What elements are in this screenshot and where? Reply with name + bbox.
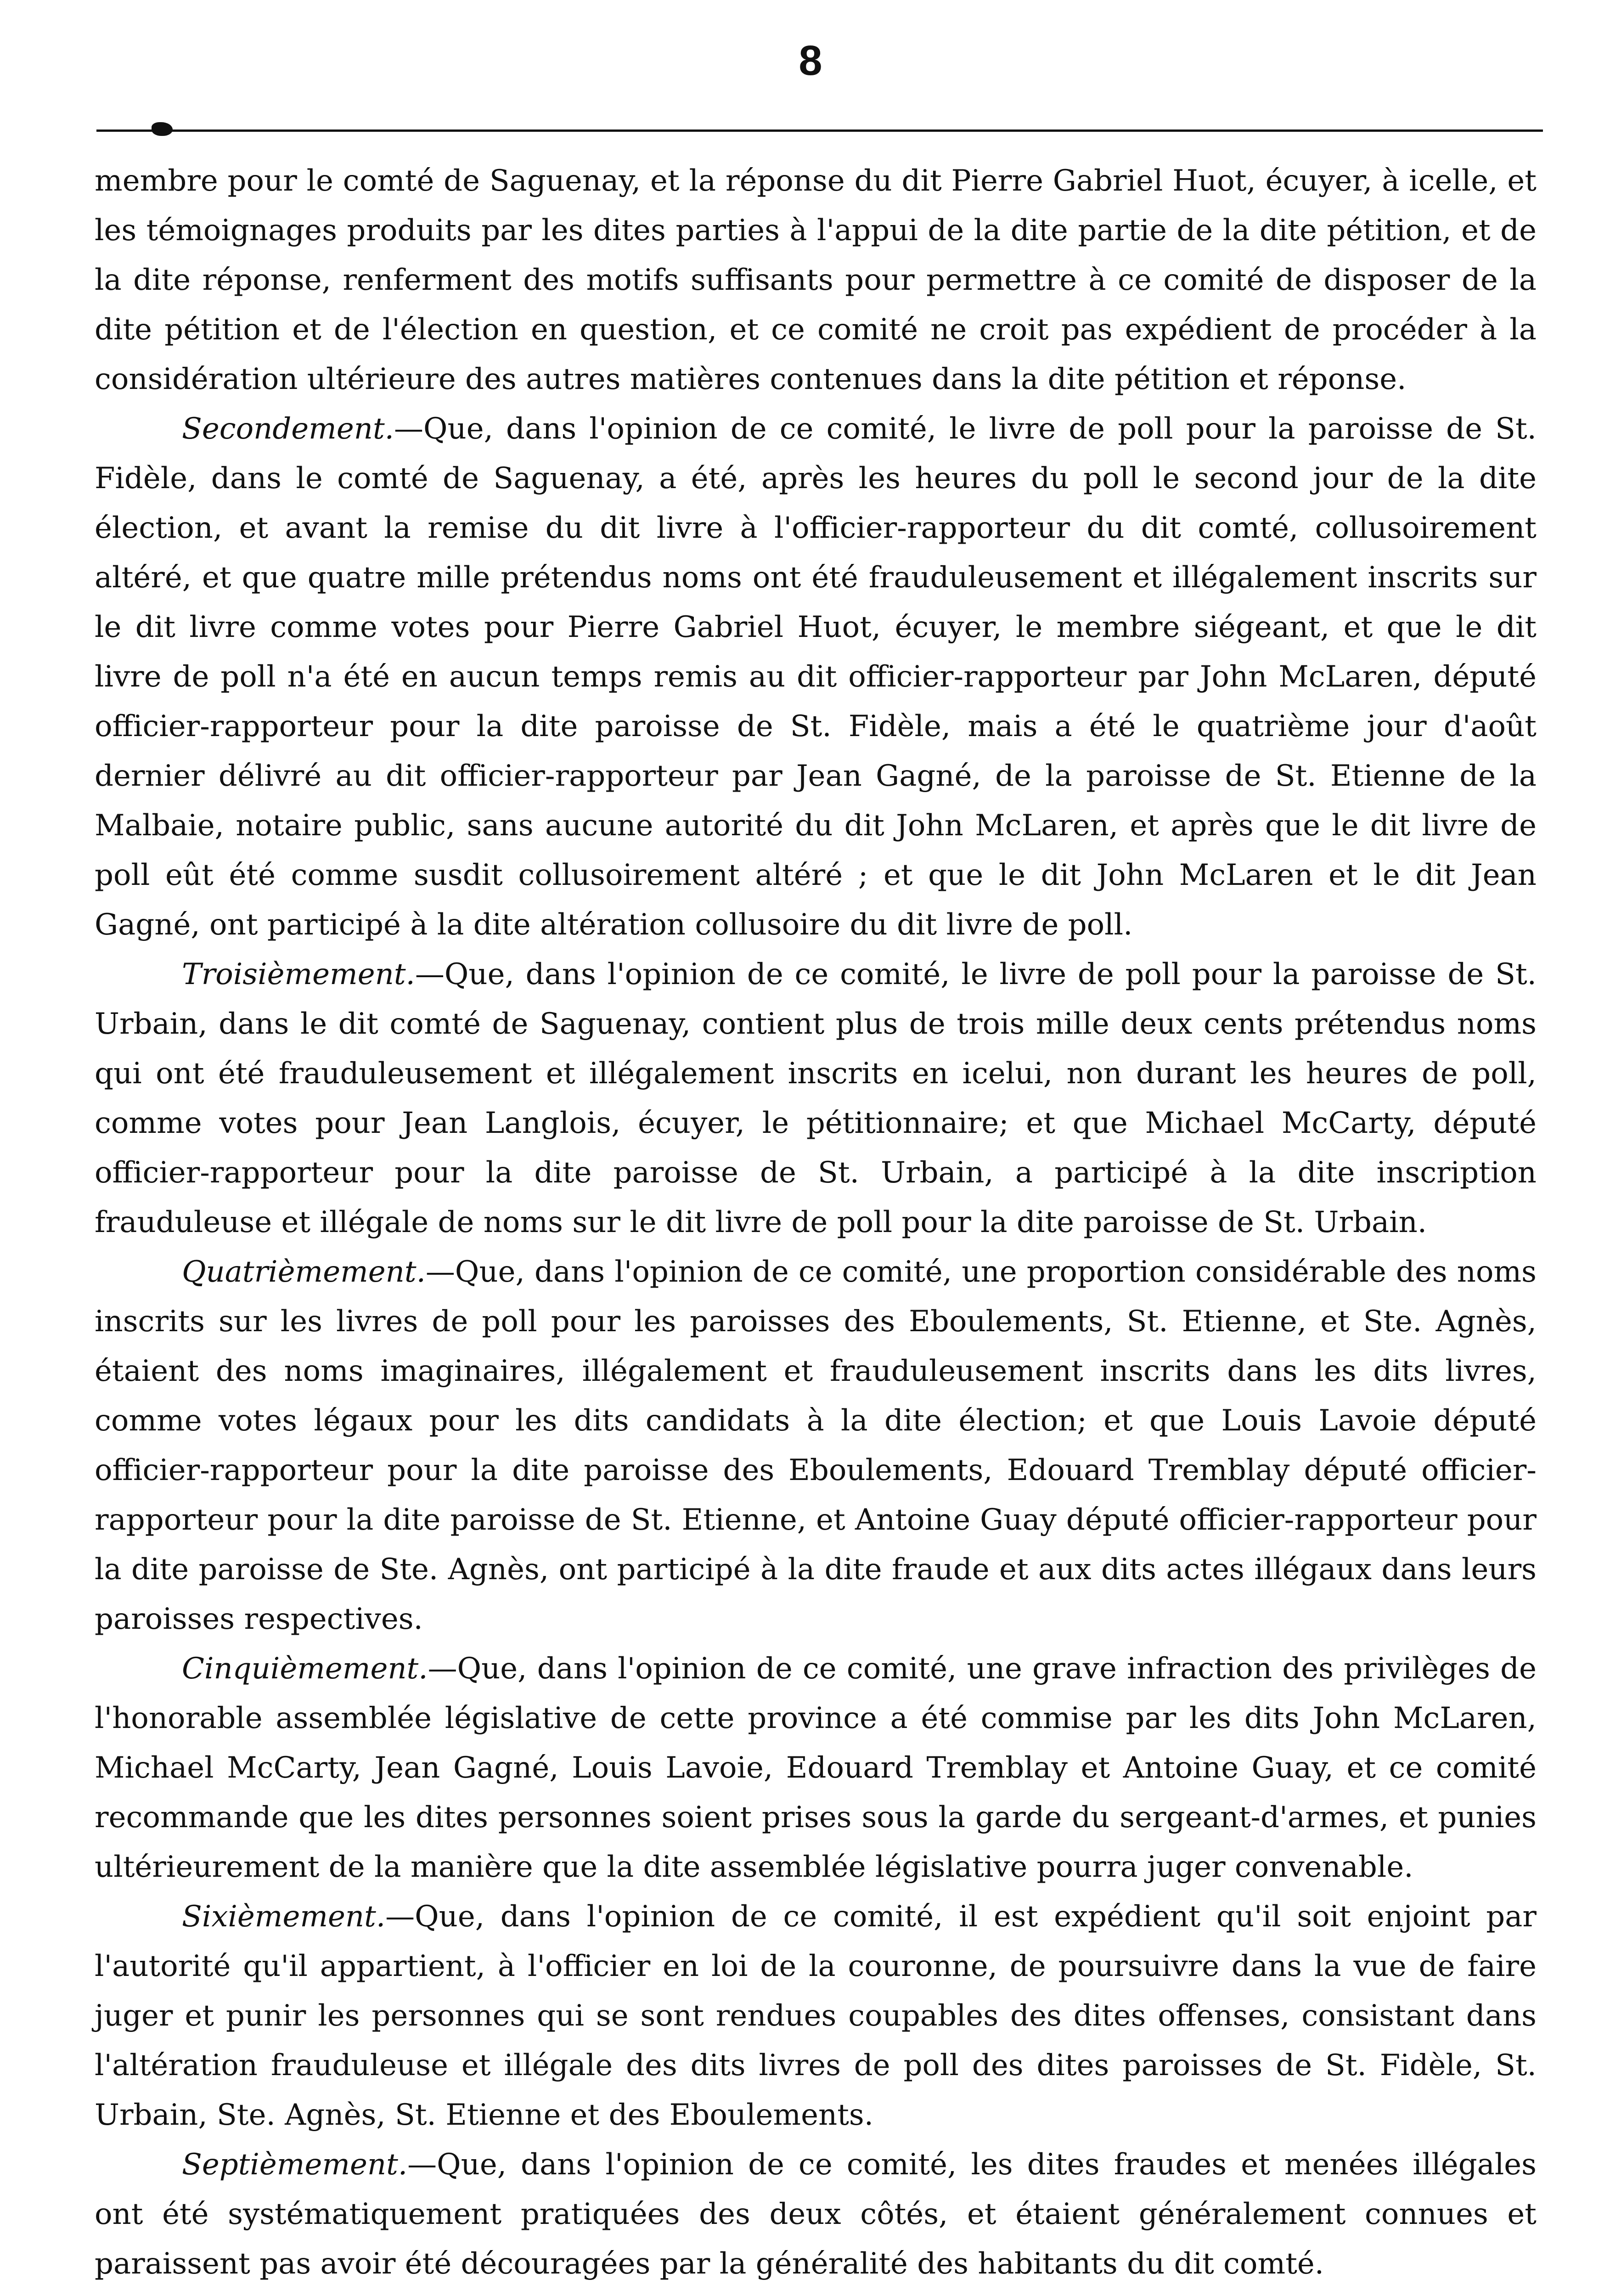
paragraph-septiemement — [95, 2140, 1537, 2289]
paragraph-lead: Troisièmement. — [182, 957, 415, 991]
paragraph-troisiemement — [95, 950, 1537, 1247]
paragraph-huitiemement — [95, 2289, 1537, 2296]
paragraph-secondement — [95, 404, 1537, 950]
paragraph-quatriemement — [95, 1247, 1537, 1644]
paragraph-text: —Que, dans l'opinion de ce comité, il est expédient qu'il soit enjoint par l'autorité qu'il appartient, à l'officier en loi de la couronne, de poursuivre dans la vue de faire juger et punir les personnes qui se sont rendues coupables des dites offenses, consistant dans l'altération frauduleuse et illégale des dits livres de poll des dites paroisses de St. Fidèle, St. Urbain, Ste. Agnès, St. Etienne et des Eboulements. — [95, 1900, 1537, 2132]
paragraph-text: —Que, dans l'opinion de ce comité, le livre de poll pour la paroisse de St. Urbain, dans le dit comté de Saguenay, contient plus de trois mille deux cents prétendus noms qui ont été frauduleusement et illégalement inscrits en icelui, non durant les heures de poll, comme votes pour Jean Langlois, écuyer, le pétitionnaire; et que Michael McCarty, député officier-rapporteur pour la dite paroisse de St. Urbain, a participé à la dite inscription frauduleuse et illégale de noms sur le dit livre de poll pour la dite paroisse de St. Urbain. — [95, 957, 1537, 1239]
paragraph-lead: Sixièmement. — [182, 1900, 386, 1934]
paragraph-lead: Secondement. — [182, 412, 394, 446]
paragraph-text: —Que, dans l'opinion de ce comité, une grave infraction des privilèges de l'honorable assemblée législative de cette province a été commise par les dits John McLaren, Michael McCarty, Jean Gagné, Louis Lavoie, Edouard Tremblay et Antoine Guay, et ce comité recommande que les dites personnes soient prises sous la garde du sergeant-d'armes, et punies ultérieurement de la manière que la dite assemblée législative pourra juger convenable. — [95, 1652, 1537, 1884]
paragraph-lead: Quatrièmement. — [182, 1255, 426, 1289]
paragraph-continuation — [95, 156, 1537, 404]
paragraph-text: —Que, dans l'opinion de ce comité, les dites fraudes et menées illégales ont été systématiquement pratiquées des deux côtés, et étaient généralement connues et paraissent pas avoir été découragées par la généralité des habitants du dit comté. — [95, 2148, 1537, 2281]
rule-ornament — [152, 122, 173, 136]
body-text — [95, 156, 1537, 2296]
header-rule — [96, 129, 1543, 132]
page-number: 8 — [799, 37, 822, 84]
paragraph-cinquiemement — [95, 1644, 1537, 1892]
paragraph-lead: Septièmement. — [182, 2148, 408, 2182]
paragraph-text: —Que, dans l'opinion de ce comité, une proportion considérable des noms inscrits sur les livres de poll pour les paroisses des Eboulements, St. Etienne, et Ste. Agnès, étaient des noms imaginaires, illégalement et frauduleusement inscrits dans les dits livres, comme votes légaux pour les dits candidats à la dite élection; et que Louis Lavoie député officier-rapporteur pour la dite paroisse des Eboulements, Edouard Tremblay député officier-rapporteur pour la dite paroisse de St. Etienne, et Antoine Guay député officier-rapporteur pour la dite paroisse de Ste. Agnès, ont participé à la dite fraude et aux dits actes illégaux dans leurs paroisses respectives. — [95, 1255, 1537, 1636]
paragraph-text: membre pour le comté de Saguenay, et la réponse du dit Pierre Gabriel Huot, écuyer, à icelle, et les témoignages produits par les dites parties à l'appui de la dite partie de la dite pétition, et de la dite réponse, renferment des motifs suffisants pour permettre à ce comité de disposer de la dite pétition et de l'élection en question, et ce comité ne croit pas expédient de procéder à la considération ultérieure des autres matières contenues dans la dite pétition et réponse. — [95, 164, 1537, 396]
paragraph-text: —Que, dans l'opinion de ce comité, le livre de poll pour la paroisse de St. Fidèle, dans le comté de Saguenay, a été, après les heures du poll le second jour de la dite élection, et avant la remise du dit livre à l'officier-rapporteur du dit comté, collusoirement altéré, et que quatre mille prétendus noms ont été frauduleusement et illégalement inscrits sur le dit livre comme votes pour Pierre Gabriel Huot, écuyer, le membre siégeant, et que le dit livre de poll n'a été en aucun temps remis au dit officier-rapporteur par John McLaren, député officier-rapporteur pour la dite paroisse de St. Fidèle, mais a été le quatrième jour d'août dernier délivré au dit officier-rapporteur par Jean Gagné, de la paroisse de St. Etienne de la Malbaie, notaire public, sans aucune autorité du dit John McLaren, et après que le dit livre de poll eût été comme susdit collusoirement altéré ; et que le dit John McLaren et le dit Jean Gagné, ont participé à la dite altération collusoire du dit livre de poll. — [95, 412, 1537, 942]
paragraph-sixiemement — [95, 1892, 1537, 2140]
paragraph-lead: Cinquièmement. — [182, 1652, 428, 1686]
